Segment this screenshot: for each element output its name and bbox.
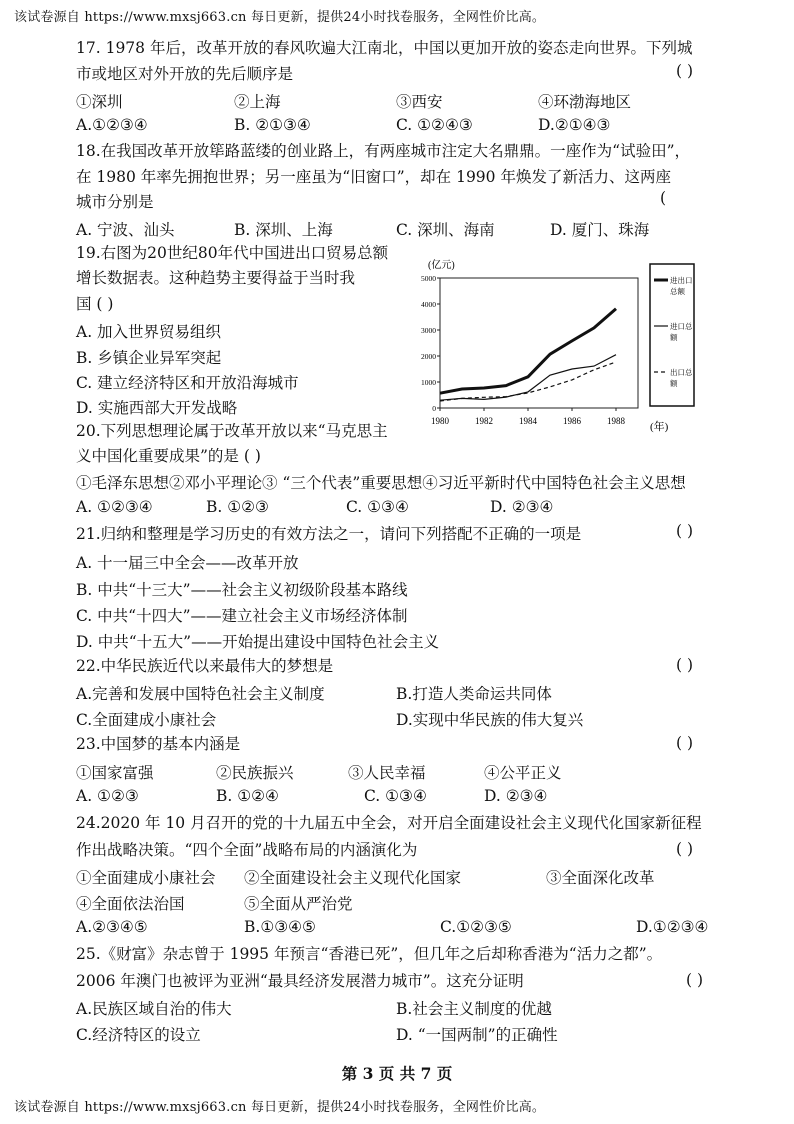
series-line-1 [440, 309, 616, 394]
q19-option-a: A. 加入世界贸易组织 [76, 323, 222, 341]
series-line-3 [440, 362, 616, 401]
q21-option-a: A. 十一届三中全会——改革开放 [76, 554, 299, 572]
q20-stem-line2: 义中国化重要成果”的是 ( ) [76, 447, 261, 465]
q18-stem-line3: 城市分别是 [76, 193, 154, 211]
y-tick-label: 5000 [421, 274, 436, 283]
q19-option-b: B. 乡镇企业异军突起 [76, 349, 222, 367]
q17-answer-paren: ( ) [676, 62, 694, 80]
page-number: 第 3 页 共 7 页 [341, 1064, 453, 1083]
q20-option-c: C. ①③④ [346, 498, 409, 516]
q18-option-c: C. 深圳、海南 [396, 221, 495, 239]
q25-stem-line2: 2006 年澳门也被评为亚洲“最具经济发展潜力城市”。这充分证明 [76, 972, 524, 990]
q17-item-2: ②上海 [234, 93, 281, 111]
legend-label: 出口总 [670, 368, 693, 377]
q18-answer-paren: ( [660, 189, 667, 207]
q25-option-d: D. “一国两制”的正确性 [396, 1026, 558, 1044]
q19-option-d: D. 实施西部大开发战略 [76, 399, 238, 417]
q21-answer-paren: ( ) [676, 522, 694, 540]
trade-line-chart [418, 256, 696, 440]
x-tick-label: 1986 [563, 416, 581, 426]
legend-label-cont: 额 [670, 379, 678, 388]
q20-items: ①毛泽东思想②邓小平理论③ “三个代表”重要思想④习近平新时代中国特色社会主义思想 [76, 474, 686, 492]
q17-option-c: C. ①②④③ [396, 116, 473, 134]
q19-stem-line1: 19.右图为20世纪80年代中国进出口贸易总额 [76, 244, 389, 262]
q17-option-d: D.②①④③ [538, 116, 611, 134]
q24-answer-paren: ( ) [676, 840, 694, 858]
q17-item-4: ④环渤海地区 [538, 93, 632, 111]
q18-option-b: B. 深圳、上海 [234, 221, 333, 239]
q18-option-d: D. 厦门、珠海 [550, 221, 650, 239]
q25-option-b: B.社会主义制度的优越 [396, 1000, 552, 1018]
y-tick-label: 2000 [421, 352, 436, 361]
q24-stem-line1: 24.2020 年 10 月召开的党的十九届五中全会，对开启全面建设社会主义现代化国家新征程 [76, 814, 702, 832]
q23-stem: 23.中国梦的基本内涵是 [76, 735, 241, 753]
q20-stem-line1: 20.下列思想理论属于改革开放以来“马克思主 [76, 422, 388, 440]
q20-option-a: A. ①②③④ [76, 498, 153, 516]
q24-option-c: C.①②③⑤ [440, 918, 512, 936]
q23-item-2: ②民族振兴 [216, 764, 294, 782]
q24-item-1: ①全面建成小康社会 [76, 869, 216, 887]
q22-stem: 22.中华民族近代以来最伟大的梦想是 [76, 657, 334, 675]
q18-stem-line2: 在 1980 年率先拥抱世界；另一座虽为“旧窗口”，却在 1990 年焕发了新活力、这两座 [76, 168, 671, 186]
q19-stem-line3: 国 ( ) [76, 295, 114, 313]
q17-option-b: B. ②①③④ [234, 116, 311, 134]
q17-item-3: ③西安 [396, 93, 443, 111]
x-tick-label: 1980 [431, 416, 449, 426]
x-tick-label: 1988 [607, 416, 625, 426]
q21-option-b: B. 中共“十三大”——社会主义初级阶段基本路线 [76, 581, 408, 599]
q24-item-3: ③全面深化改革 [546, 869, 655, 887]
q18-option-a: A. 宁波、汕头 [76, 221, 175, 239]
chart-x-axis-label: (年) [650, 421, 669, 433]
q23-option-c: C. ①③④ [364, 787, 427, 805]
q24-item-5: ⑤全面从严治党 [244, 895, 353, 913]
q25-option-c: C.经济特区的设立 [76, 1026, 201, 1044]
footer-watermark: 该试卷源自 https://www.mxsj663.cn 每日更新，提供24小时找卷服务，全网性价比高。 [14, 1100, 546, 1115]
q23-item-3: ③人民幸福 [348, 764, 426, 782]
legend-label: 进出口 [670, 276, 693, 285]
q25-option-a: A.民族区域自治的伟大 [76, 1000, 232, 1018]
q23-answer-paren: ( ) [676, 734, 694, 752]
q19-option-c: C. 建立经济特区和开放沿海城市 [76, 374, 299, 392]
q23-option-d: D. ②③④ [484, 787, 548, 805]
x-tick-label: 1982 [475, 416, 493, 426]
q22-option-a: A.完善和发展中国特色社会主义制度 [76, 685, 325, 703]
q23-item-1: ①国家富强 [76, 764, 154, 782]
q18-stem-line1: 18.在我国改革开放筚路蓝缕的创业路上，有两座城市注定大名鼎鼎。一座作为“试验田”， [76, 142, 691, 160]
q17-stem-line2: 市或地区对外开放的先后顺序是 [76, 65, 294, 83]
legend-label-cont: 额 [670, 333, 678, 342]
y-tick-label: 4000 [421, 300, 436, 309]
y-tick-label: 1000 [421, 378, 436, 387]
q23-option-a: A. ①②③ [76, 787, 139, 805]
q24-stem-line2: 作出战略决策。“四个全面”战略布局的内涵演化为 [76, 841, 418, 859]
y-tick-label: 0 [432, 404, 436, 413]
q21-option-c: C. 中共“十四大”——建立社会主义市场经济体制 [76, 607, 408, 625]
q22-option-b: B.打造人类命运共同体 [396, 685, 552, 703]
q21-stem: 21.归纳和整理是学习历史的有效方法之一，请问下列搭配不正确的一项是 [76, 525, 582, 543]
q24-option-b: B.①③④⑤ [244, 918, 316, 936]
x-tick-label: 1984 [519, 416, 537, 426]
q24-option-a: A.②③④⑤ [76, 918, 148, 936]
q20-option-d: D. ②③④ [490, 498, 554, 516]
q17-item-1: ①深圳 [76, 93, 123, 111]
q24-item-4: ④全面依法治国 [76, 895, 185, 913]
q24-option-d: D.①②③④ [636, 918, 709, 936]
y-tick-label: 3000 [421, 326, 436, 335]
header-watermark: 该试卷源自 https://www.mxsj663.cn 每日更新，提供24小时找卷服务，全网性价比高。 [14, 10, 546, 25]
q22-option-d: D.实现中华民族的伟大复兴 [396, 711, 584, 729]
q21-option-d: D. 中共“十五大”——开始提出建设中国特色社会主义 [76, 633, 440, 651]
legend-label-cont: 总额 [670, 287, 685, 296]
q25-answer-paren: ( ) [686, 971, 704, 989]
q20-option-b: B. ①②③ [206, 498, 269, 516]
q22-option-c: C.全面建成小康社会 [76, 711, 217, 729]
q17-option-a: A.①②③④ [76, 116, 148, 134]
q23-option-b: B. ①②④ [216, 787, 279, 805]
q24-item-2: ②全面建设社会主义现代化国家 [244, 869, 462, 887]
q22-answer-paren: ( ) [676, 656, 694, 674]
q19-stem-line2: 增长数据表。这种趋势主要得益于当时我 [76, 269, 356, 287]
legend-label: 进口总 [670, 322, 693, 331]
q23-item-4: ④公平正义 [484, 764, 562, 782]
q17-stem-line1: 17. 1978 年后，改革开放的春风吹遍大江南北，中国以更加开放的姿态走向世界。下列城 [76, 39, 693, 57]
chart-y-axis-label: (亿元) [428, 260, 455, 271]
q25-stem-line1: 25.《财富》杂志曾于 1995 年预言“香港已死”，但几年之后却称香港为“活力之都”。 [76, 945, 663, 963]
